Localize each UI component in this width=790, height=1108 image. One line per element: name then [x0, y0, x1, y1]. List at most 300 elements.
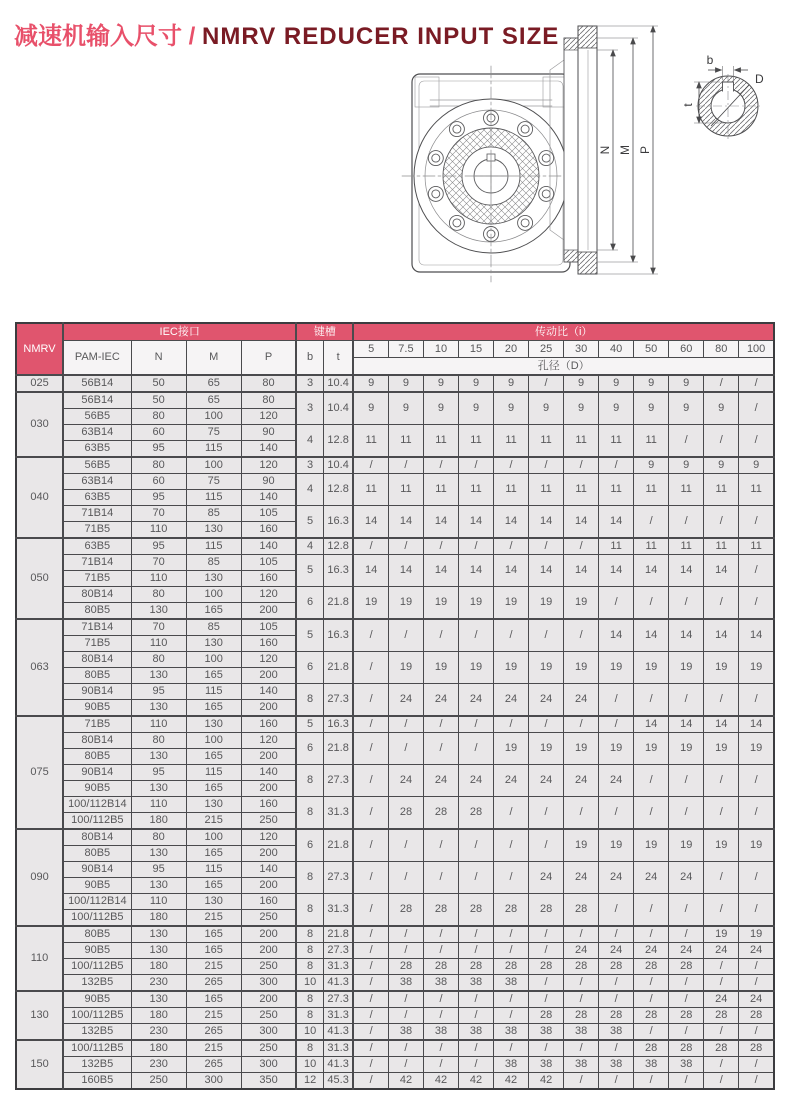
cell-bore-d: 11	[634, 538, 669, 555]
cell-bore-d: /	[739, 1073, 774, 1090]
cell-bore-d: /	[669, 425, 704, 458]
cell-keyway-t: 31.3	[323, 1008, 353, 1024]
header-ratio-30: 30	[564, 341, 599, 358]
cell-m: 165	[186, 700, 241, 717]
cell-bore-d: 28	[529, 1008, 564, 1024]
cell-bore-d: 19	[634, 829, 669, 862]
cell-keyway-t: 41.3	[323, 1057, 353, 1073]
cell-bore-d: /	[669, 894, 704, 927]
cell-p: 80	[241, 392, 296, 409]
table-row	[16, 587, 774, 603]
cell-bore-d: 19	[564, 829, 599, 862]
cell-bore-d: /	[388, 991, 423, 1008]
cell-p: 250	[241, 910, 296, 927]
header-ratio-7-5: 7.5	[388, 341, 423, 358]
cell-m: 115	[186, 490, 241, 506]
dim-label-b: b	[706, 53, 714, 67]
cell-bore-d: 19	[634, 652, 669, 684]
technical-drawing	[400, 4, 790, 304]
cell-bore-d: /	[459, 862, 494, 894]
cell-bore-d: /	[529, 538, 564, 555]
cell-bore-d: /	[564, 1040, 599, 1057]
cell-m: 165	[186, 668, 241, 684]
cell-p: 90	[241, 425, 296, 441]
cell-bore-d: 28	[494, 959, 529, 975]
cell-m: 215	[186, 1040, 241, 1057]
cell-keyway-t: 31.3	[323, 959, 353, 975]
page-title-chinese: 减速机输入尺寸 /	[14, 23, 203, 50]
cell-n: 230	[131, 1024, 186, 1041]
header-t: t	[323, 341, 353, 376]
cell-n: 180	[131, 910, 186, 927]
cell-pam-iec: 56B14	[63, 375, 131, 392]
cell-bore-d: 19	[669, 652, 704, 684]
cell-bore-d: 11	[494, 425, 529, 458]
cell-bore-d: 28	[423, 894, 458, 927]
cell-bore-d: /	[353, 991, 388, 1008]
cell-bore-d: /	[564, 975, 599, 992]
cell-bore-d: /	[739, 975, 774, 992]
cell-p: 300	[241, 1057, 296, 1073]
cell-bore-d: /	[459, 733, 494, 765]
cell-bore-d: 38	[529, 1024, 564, 1041]
cell-pam-iec: 90B14	[63, 765, 131, 781]
cell-bore-d: /	[739, 765, 774, 797]
cell-bore-d: 24	[564, 943, 599, 959]
cell-bore-d: 14	[669, 716, 704, 733]
cell-bore-d: /	[388, 619, 423, 652]
cell-bore-d: 19	[529, 652, 564, 684]
cell-bore-d: 9	[634, 457, 669, 474]
table-row	[16, 555, 774, 571]
cell-bore-d: 28	[388, 894, 423, 927]
cell-bore-d: 19	[564, 652, 599, 684]
cell-n: 130	[131, 781, 186, 797]
cell-bore-d: /	[353, 765, 388, 797]
cell-bore-d: /	[564, 991, 599, 1008]
cell-bore-d: /	[459, 926, 494, 943]
cell-bore-d: /	[353, 1057, 388, 1073]
cell-bore-d: /	[599, 975, 634, 992]
cell-bore-d: /	[739, 555, 774, 587]
cell-bore-d: 19	[739, 652, 774, 684]
cell-bore-d: 14	[564, 506, 599, 539]
cell-bore-d: 11	[704, 474, 739, 506]
cell-bore-d: /	[353, 975, 388, 992]
cell-bore-d: 24	[739, 991, 774, 1008]
cell-model: 090	[16, 829, 63, 926]
table-row	[16, 765, 774, 781]
cell-bore-d: 11	[459, 425, 494, 458]
cell-bore-d: 24	[529, 765, 564, 797]
table-row	[16, 1040, 774, 1057]
cell-bore-d: /	[739, 862, 774, 894]
cell-n: 95	[131, 765, 186, 781]
cell-keyway-t: 45.3	[323, 1073, 353, 1090]
dim-label-t: t	[681, 103, 695, 107]
cell-bore-d: 9	[388, 392, 423, 425]
cell-pam-iec: 100/112B5	[63, 1040, 131, 1057]
cell-bore-d: 19	[739, 733, 774, 765]
cell-bore-d: /	[704, 975, 739, 992]
cell-n: 130	[131, 926, 186, 943]
cell-p: 140	[241, 490, 296, 506]
cell-keyway-b: 6	[296, 587, 323, 620]
cell-p: 250	[241, 1040, 296, 1057]
table-row	[16, 538, 774, 555]
cell-p: 160	[241, 797, 296, 813]
cell-bore-d: 38	[564, 1057, 599, 1073]
cell-bore-d: /	[564, 797, 599, 830]
header-bore-diameter: 孔径（D）	[353, 358, 774, 376]
cell-model: 075	[16, 716, 63, 829]
cell-pam-iec: 90B14	[63, 684, 131, 700]
table-row	[16, 684, 774, 700]
cell-bore-d: 11	[669, 538, 704, 555]
cell-p: 200	[241, 878, 296, 894]
cell-bore-d: 19	[739, 926, 774, 943]
cell-keyway-t: 16.3	[323, 555, 353, 587]
cell-m: 165	[186, 781, 241, 797]
cell-keyway-t: 21.8	[323, 587, 353, 620]
cell-bore-d: 38	[423, 975, 458, 992]
cell-bore-d: 14	[564, 555, 599, 587]
cell-m: 165	[186, 878, 241, 894]
cell-pam-iec: 132B5	[63, 1057, 131, 1073]
cell-bore-d: /	[669, 587, 704, 620]
table-row	[16, 797, 774, 813]
cell-bore-d: 24	[564, 684, 599, 717]
cell-pam-iec: 100/112B5	[63, 910, 131, 927]
cell-bore-d: 19	[494, 587, 529, 620]
cell-model: 030	[16, 392, 63, 457]
cell-m: 165	[186, 926, 241, 943]
cell-n: 130	[131, 668, 186, 684]
cell-bore-d: /	[669, 926, 704, 943]
cell-keyway-t: 31.3	[323, 894, 353, 927]
cell-bore-d: 11	[739, 474, 774, 506]
cell-bore-d: /	[353, 862, 388, 894]
cell-bore-d: /	[353, 538, 388, 555]
cell-bore-d: 11	[739, 538, 774, 555]
cell-bore-d: /	[494, 1008, 529, 1024]
dim-label-d: D	[755, 72, 764, 86]
cell-bore-d: 14	[494, 506, 529, 539]
cell-m: 215	[186, 1008, 241, 1024]
table-row	[16, 474, 774, 490]
cell-bore-d: /	[494, 829, 529, 862]
cell-bore-d: 28	[459, 959, 494, 975]
header-keyway-group: 键槽	[296, 323, 353, 341]
cell-bore-d: 19	[704, 829, 739, 862]
cell-m: 215	[186, 813, 241, 830]
cell-pam-iec: 100/112B14	[63, 894, 131, 910]
cell-n: 110	[131, 636, 186, 652]
cell-bore-d: /	[529, 619, 564, 652]
cell-bore-d: /	[423, 1040, 458, 1057]
cell-bore-d: /	[564, 926, 599, 943]
cell-bore-d: 28	[529, 959, 564, 975]
cell-pam-iec: 80B14	[63, 587, 131, 603]
cell-bore-d: /	[599, 1040, 634, 1057]
cell-n: 95	[131, 862, 186, 878]
cell-bore-d: /	[634, 1073, 669, 1090]
cell-bore-d: 19	[494, 652, 529, 684]
cell-bore-d: 14	[704, 555, 739, 587]
cell-bore-d: /	[704, 506, 739, 539]
cell-bore-d: 14	[634, 619, 669, 652]
cell-pam-iec: 100/112B5	[63, 959, 131, 975]
cell-keyway-b: 12	[296, 1073, 323, 1090]
cell-bore-d: 28	[634, 959, 669, 975]
cell-m: 215	[186, 910, 241, 927]
cell-pam-iec: 132B5	[63, 975, 131, 992]
cell-bore-d: 28	[564, 894, 599, 927]
cell-bore-d: 9	[459, 375, 494, 392]
cell-bore-d: /	[459, 538, 494, 555]
cell-pam-iec: 71B14	[63, 619, 131, 636]
cell-n: 110	[131, 571, 186, 587]
cell-bore-d: 24	[669, 862, 704, 894]
cell-m: 130	[186, 894, 241, 910]
cell-bore-d: 28	[388, 959, 423, 975]
cell-p: 120	[241, 409, 296, 425]
cell-bore-d: 38	[494, 975, 529, 992]
cell-bore-d: 38	[564, 1024, 599, 1041]
cell-bore-d: 19	[529, 733, 564, 765]
cell-p: 140	[241, 862, 296, 878]
cell-bore-d: /	[494, 457, 529, 474]
bolt-hole	[521, 125, 529, 133]
cell-m: 75	[186, 425, 241, 441]
reducer-front-view	[402, 66, 580, 282]
cell-keyway-b: 8	[296, 991, 323, 1008]
cell-p: 160	[241, 716, 296, 733]
cell-p: 120	[241, 829, 296, 846]
header-n: N	[131, 341, 186, 376]
header-ratio-10: 10	[423, 341, 458, 358]
cell-bore-d: 28	[459, 797, 494, 830]
cell-bore-d: 38	[459, 975, 494, 992]
cell-bore-d: 9	[388, 375, 423, 392]
cell-p: 140	[241, 441, 296, 458]
cell-bore-d: 28	[669, 1040, 704, 1057]
cell-bore-d: /	[704, 894, 739, 927]
cell-bore-d: /	[494, 991, 529, 1008]
cell-n: 70	[131, 619, 186, 636]
cell-bore-d: /	[529, 375, 564, 392]
header-ratio-20: 20	[494, 341, 529, 358]
cell-bore-d: 42	[423, 1073, 458, 1090]
cell-pam-iec: 100/112B5	[63, 813, 131, 830]
table-row	[16, 975, 774, 992]
cell-bore-d: /	[739, 1024, 774, 1041]
cell-bore-d: /	[459, 457, 494, 474]
cell-bore-d: /	[388, 943, 423, 959]
cell-bore-d: 19	[599, 829, 634, 862]
cell-bore-d: 11	[459, 474, 494, 506]
table-row	[16, 1057, 774, 1073]
cell-bore-d: 14	[459, 506, 494, 539]
cell-bore-d: /	[388, 716, 423, 733]
cell-bore-d: 38	[494, 1024, 529, 1041]
cell-pam-iec: 80B14	[63, 733, 131, 749]
cell-bore-d: 14	[669, 619, 704, 652]
cell-bore-d: /	[423, 733, 458, 765]
cell-bore-d: 14	[353, 555, 388, 587]
table-row	[16, 619, 774, 636]
cell-bore-d: 14	[353, 506, 388, 539]
cell-n: 80	[131, 829, 186, 846]
cell-keyway-t: 21.8	[323, 926, 353, 943]
cell-bore-d: 19	[388, 587, 423, 620]
cell-bore-d: 14	[529, 555, 564, 587]
bolt-hole	[542, 190, 550, 198]
cell-bore-d: /	[704, 765, 739, 797]
table-row	[16, 652, 774, 668]
header-ratio-group: 传动比（i）	[353, 323, 774, 341]
cell-bore-d: /	[388, 538, 423, 555]
cell-bore-d: /	[739, 425, 774, 458]
cell-m: 130	[186, 797, 241, 813]
cell-bore-d: 14	[529, 506, 564, 539]
cell-bore-d: /	[529, 716, 564, 733]
cell-n: 60	[131, 425, 186, 441]
cell-bore-d: 19	[564, 587, 599, 620]
cell-model: 040	[16, 457, 63, 538]
cell-bore-d: 9	[634, 392, 669, 425]
cell-bore-d: 24	[388, 684, 423, 717]
cell-pam-iec: 90B5	[63, 700, 131, 717]
cell-bore-d: /	[634, 587, 669, 620]
cell-pam-iec: 71B5	[63, 522, 131, 539]
cell-n: 110	[131, 522, 186, 539]
cell-p: 350	[241, 1073, 296, 1090]
cell-bore-d: 24	[529, 684, 564, 717]
cell-keyway-b: 5	[296, 619, 323, 652]
cell-keyway-t: 10.4	[323, 392, 353, 425]
dim-label-m: M	[618, 145, 632, 155]
cell-bore-d: /	[388, 926, 423, 943]
cell-bore-d: 24	[599, 765, 634, 797]
cell-bore-d: /	[669, 797, 704, 830]
cell-pam-iec: 80B5	[63, 668, 131, 684]
cell-bore-d: 42	[529, 1073, 564, 1090]
cell-bore-d: /	[388, 457, 423, 474]
cell-bore-d: 14	[739, 619, 774, 652]
cell-n: 180	[131, 813, 186, 830]
cell-bore-d: /	[353, 926, 388, 943]
cell-bore-d: /	[704, 587, 739, 620]
cell-m: 100	[186, 457, 241, 474]
cell-bore-d: /	[704, 1024, 739, 1041]
cell-bore-d: 14	[739, 716, 774, 733]
cell-p: 200	[241, 700, 296, 717]
cell-bore-d: /	[634, 1024, 669, 1041]
cell-bore-d: 11	[599, 425, 634, 458]
header-ratio-15: 15	[459, 341, 494, 358]
cell-bore-d: 24	[388, 765, 423, 797]
cell-p: 140	[241, 765, 296, 781]
cell-bore-d: /	[634, 975, 669, 992]
cell-n: 180	[131, 959, 186, 975]
cell-p: 200	[241, 603, 296, 620]
cell-bore-d: 24	[459, 765, 494, 797]
cell-bore-d: 28	[739, 1040, 774, 1057]
header-b: b	[296, 341, 323, 376]
cell-p: 160	[241, 522, 296, 539]
cell-bore-d: 19	[704, 926, 739, 943]
cell-bore-d: /	[353, 894, 388, 927]
cell-bore-d: 11	[599, 474, 634, 506]
cell-bore-d: 24	[704, 991, 739, 1008]
cell-bore-d: /	[634, 926, 669, 943]
cell-bore-d: 28	[564, 959, 599, 975]
cell-keyway-t: 10.4	[323, 457, 353, 474]
cell-p: 200	[241, 943, 296, 959]
table-row	[16, 457, 774, 474]
cell-bore-d: /	[459, 716, 494, 733]
cell-keyway-b: 4	[296, 538, 323, 555]
cell-bore-d: /	[529, 991, 564, 1008]
cell-bore-d: /	[634, 894, 669, 927]
cell-p: 105	[241, 506, 296, 522]
cell-bore-d: 11	[634, 425, 669, 458]
cell-p: 300	[241, 975, 296, 992]
bolt-hole	[521, 219, 529, 227]
cell-pam-iec: 160B5	[63, 1073, 131, 1090]
cell-p: 250	[241, 813, 296, 830]
cell-bore-d: 24	[459, 684, 494, 717]
cell-bore-d: /	[669, 991, 704, 1008]
cell-keyway-b: 8	[296, 943, 323, 959]
cell-pam-iec: 80B14	[63, 652, 131, 668]
cell-n: 70	[131, 506, 186, 522]
cell-pam-iec: 63B5	[63, 490, 131, 506]
cell-keyway-b: 4	[296, 425, 323, 458]
cell-pam-iec: 56B5	[63, 409, 131, 425]
cell-bore-d: 9	[704, 392, 739, 425]
cell-keyway-t: 31.3	[323, 797, 353, 830]
cell-keyway-t: 16.3	[323, 716, 353, 733]
table-row	[16, 926, 774, 943]
cell-bore-d: 11	[423, 425, 458, 458]
cell-bore-d: /	[739, 1057, 774, 1073]
cell-p: 160	[241, 894, 296, 910]
cell-p: 120	[241, 733, 296, 749]
cell-m: 130	[186, 571, 241, 587]
cell-bore-d: /	[669, 1024, 704, 1041]
cell-bore-d: 14	[704, 716, 739, 733]
cell-pam-iec: 90B5	[63, 991, 131, 1008]
cell-bore-d: 9	[423, 392, 458, 425]
cell-n: 230	[131, 1057, 186, 1073]
cell-p: 200	[241, 926, 296, 943]
cell-bore-d: 14	[599, 619, 634, 652]
header-ratio-80: 80	[704, 341, 739, 358]
cell-m: 85	[186, 619, 241, 636]
cell-bore-d: /	[739, 959, 774, 975]
cell-m: 115	[186, 862, 241, 878]
cell-bore-d: /	[529, 829, 564, 862]
cell-keyway-b: 3	[296, 457, 323, 474]
cell-n: 80	[131, 652, 186, 668]
cell-keyway-b: 8	[296, 926, 323, 943]
cell-bore-d: 19	[494, 733, 529, 765]
cell-m: 165	[186, 846, 241, 862]
cell-p: 200	[241, 668, 296, 684]
cell-bore-d: 28	[599, 1008, 634, 1024]
